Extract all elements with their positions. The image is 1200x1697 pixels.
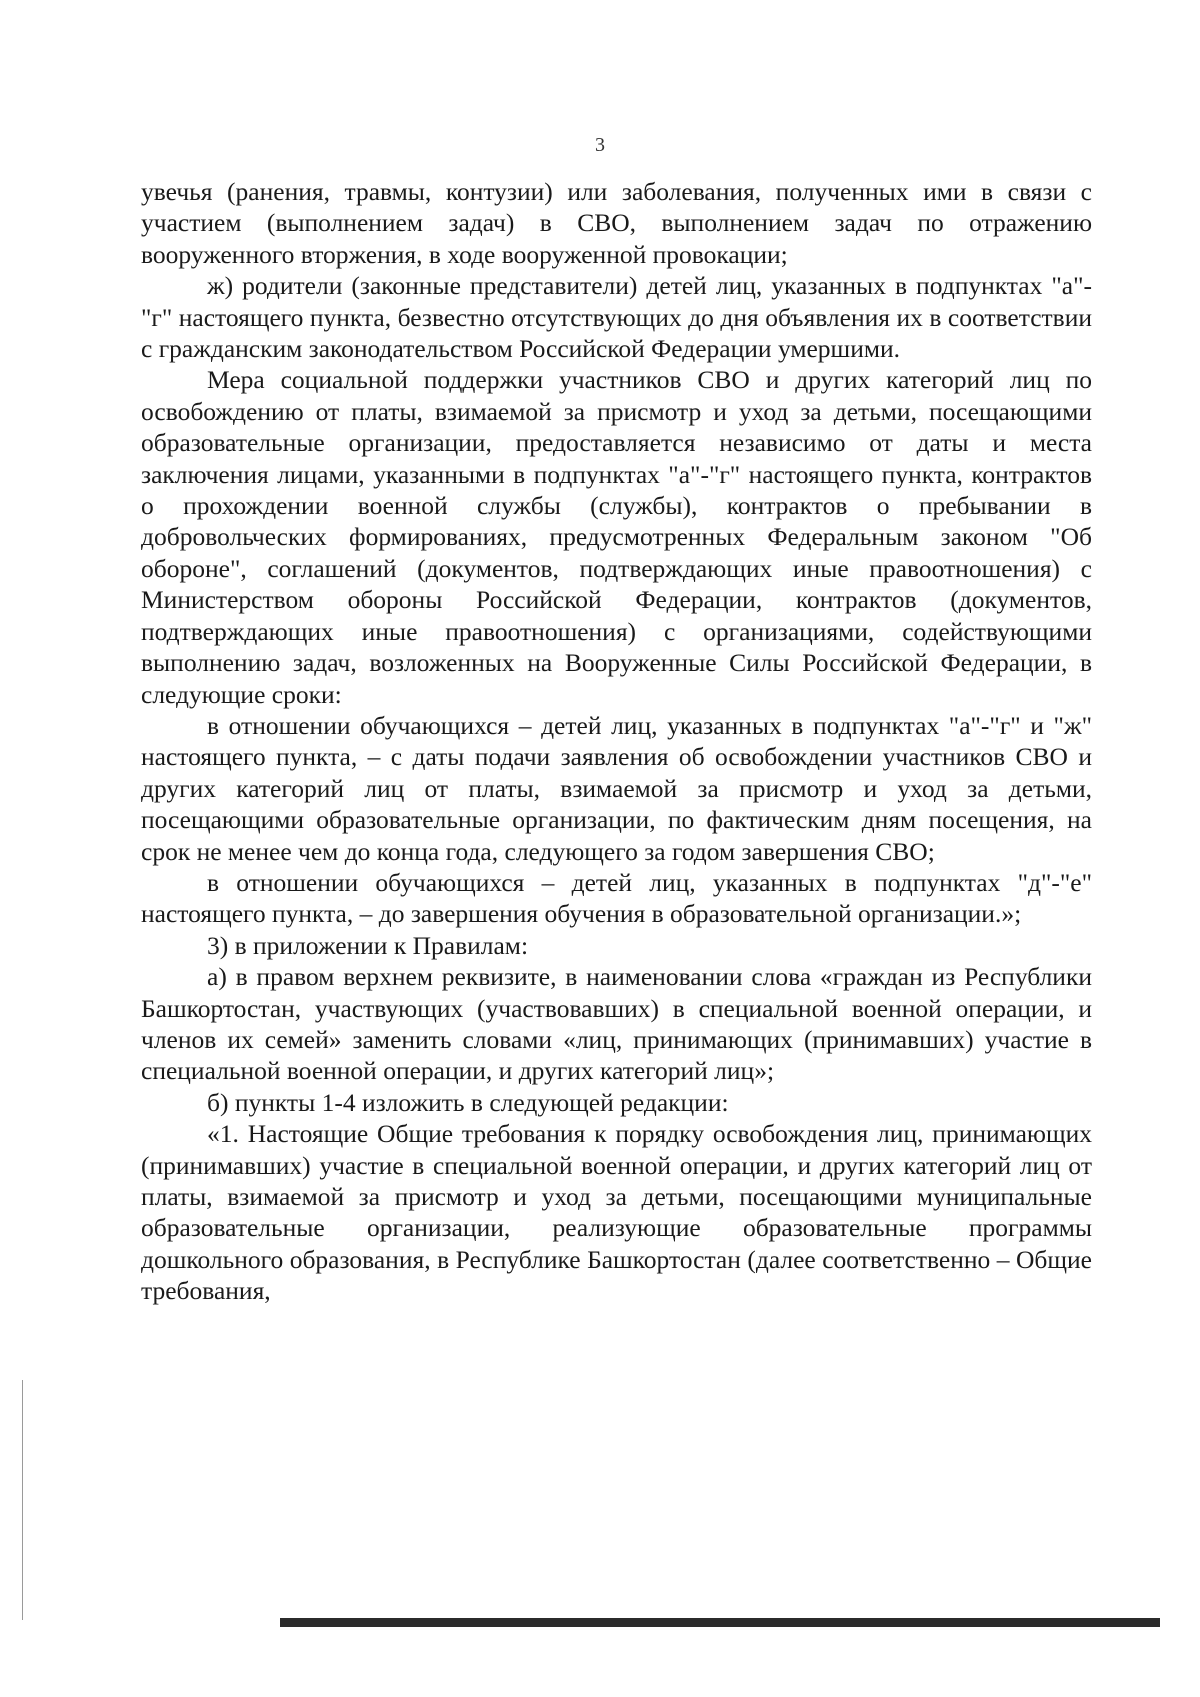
scan-edge-mark [22,1380,23,1620]
paragraph-appendix-b: б) пункты 1-4 изложить в следующей редакции: [207,1087,729,1117]
paragraph-general-requirements: «1. Настоящие Общие требования к порядку освобождения лиц, принимающих (принимавших) участие в специальной военной операции, и других категорий лиц от платы, взимаемой за присмотр и уход за детьми, посещающими муниципальные образовательные организации, реализующие образовательные программы дошкольного образования, в Республике Башкортостан (далее соответственно – Общие требования, [141,1119,1092,1306]
paragraph-term-d-e: в отношении обучающихся – детей лиц, указанных в подпунктах "д"-"е" настоящего пункта, – до завершения обучения в образовательной организации.»; [141,867,1092,929]
paragraph-item-zh: ж) родители (законные представители) детей лиц, указанных в подпунктах "а"-"г" настоящего пункта, безвестно отсутствующих до дня объявления их в соответствии с гражданским законодательством Российской Федерации умершими. [141,271,1092,364]
paragraph-appendix-3: 3) в приложении к Правилам: [207,930,529,960]
paragraph-appendix-a: а) в правом верхнем реквизите, в наименовании слова «граждан из Республики Башкортостан, участвующих (участвовавших) в специальной военной операции, и членов их семей» заменить словами «лиц, принимающих (принимавших) участие в специальной военной операции, и других категорий лиц»; [141,962,1092,1086]
page-number: 3 [595,134,605,156]
paragraph-term-a-g-zh: в отношении обучающихся – детей лиц, указанных в подпунктах "а"-"г" и "ж" настоящего пункта, – с даты подачи заявления об освобождении участников СВО и других категорий лиц от платы, взимаемой за присмотр и уход за детьми, посещающими образовательные организации, по фактическим дням посещения, на срок не менее чем до конца года, следующего за годом завершения СВО; [141,710,1092,866]
paragraph-support-measure: Мера социальной поддержки участников СВО и других категорий лиц по освобождению от платы, взимаемой за присмотр и уход за детьми, посещающими образовательные организации, предоставляется независимо от даты и места заключения лицами, указанными в подпунктах "а"-"г" настоящего пункта, контрактов о прохождении военной службы (службы), контрактов о пребывании в добровольческих формированиях, предусмотренных Федеральным законом "Об обороне", соглашений (документов, подтверждающих иные правоотношения) с Министерством обороны Российской Федерации, контрактов (документов, подтверждающих иные правоотношения) с организациями, содействующими выполнению задач, возложенных на Вооруженные Силы Российской Федерации, в следующие сроки: [141,365,1092,709]
paragraph-continuation: увечья (ранения, травмы, контузии) или заболевания, полученных ими в связи с участием (выполнением задач) в СВО, выполнением задач по отражению вооруженного вторжения, в ходе вооруженной провокации; [141,177,1092,269]
document-body [141,176,1092,1307]
scan-bottom-rule [280,1618,1160,1627]
